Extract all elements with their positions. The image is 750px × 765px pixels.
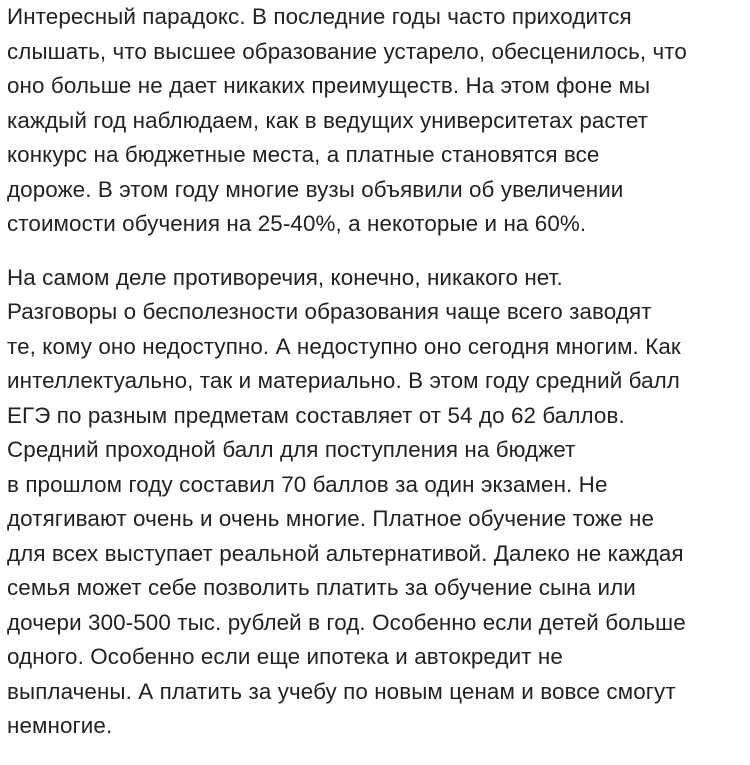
- text-line: каждый год наблюдаем, как в ведущих университетах растет: [7, 107, 648, 133]
- text-line: одного. Особенно если еще ипотека и автокредит не: [7, 644, 563, 669]
- text-line: немногие.: [7, 713, 113, 738]
- text-line: дочери 300-500 тыс. рублей в год. Особенно если детей больше: [7, 609, 686, 635]
- text-line: ЕГЭ по разным предметам составляет от 54 до 62 баллов.: [7, 402, 625, 428]
- text-line: в прошлом году составил 70 баллов за один экзамен. Не: [7, 471, 608, 497]
- paragraph-1: [7, 0, 750, 242]
- text-line: дороже. В этом году многие вузы объявили об увеличении: [7, 176, 624, 202]
- text-line: выплачены. А платить за учебу по новым ценам и вовсе смогут: [7, 678, 676, 704]
- text-line: Средний проходной балл для поступления на бюджет: [7, 437, 576, 462]
- text-line: стоимости обучения на 25-40%, а некоторые и на 60%.: [7, 211, 587, 236]
- text-line: семья может себе позволить платить за обучение сына или: [7, 575, 636, 600]
- text-line: для всех выступает реальной альтернативой. Далеко не каждая: [7, 540, 684, 566]
- text-line: дотягивают очень и очень многие. Платное обучение тоже не: [7, 506, 655, 531]
- text-line: конкурс на бюджетные места, а платные становятся все: [7, 142, 600, 167]
- text-line: оно больше не дает никаких преимуществ. На этом фоне мы: [7, 73, 651, 98]
- text-line: Интересный парадокс. В последние годы часто приходится: [7, 4, 632, 29]
- text-line: На самом деле противоречия, конечно, никакого нет.: [7, 264, 563, 290]
- text-line: те, кому оно недоступно. А недоступно оно сегодня многим. Как: [7, 333, 681, 359]
- text-line: интеллектуально, так и материально. В этом году средний балл: [7, 368, 680, 393]
- paragraph-2: [7, 261, 750, 744]
- text-line: Разговоры о бесполезности образования чаще всего заводят: [7, 299, 652, 324]
- text-line: слышать, что высшее образование устарело, обесценилось, что: [7, 38, 687, 64]
